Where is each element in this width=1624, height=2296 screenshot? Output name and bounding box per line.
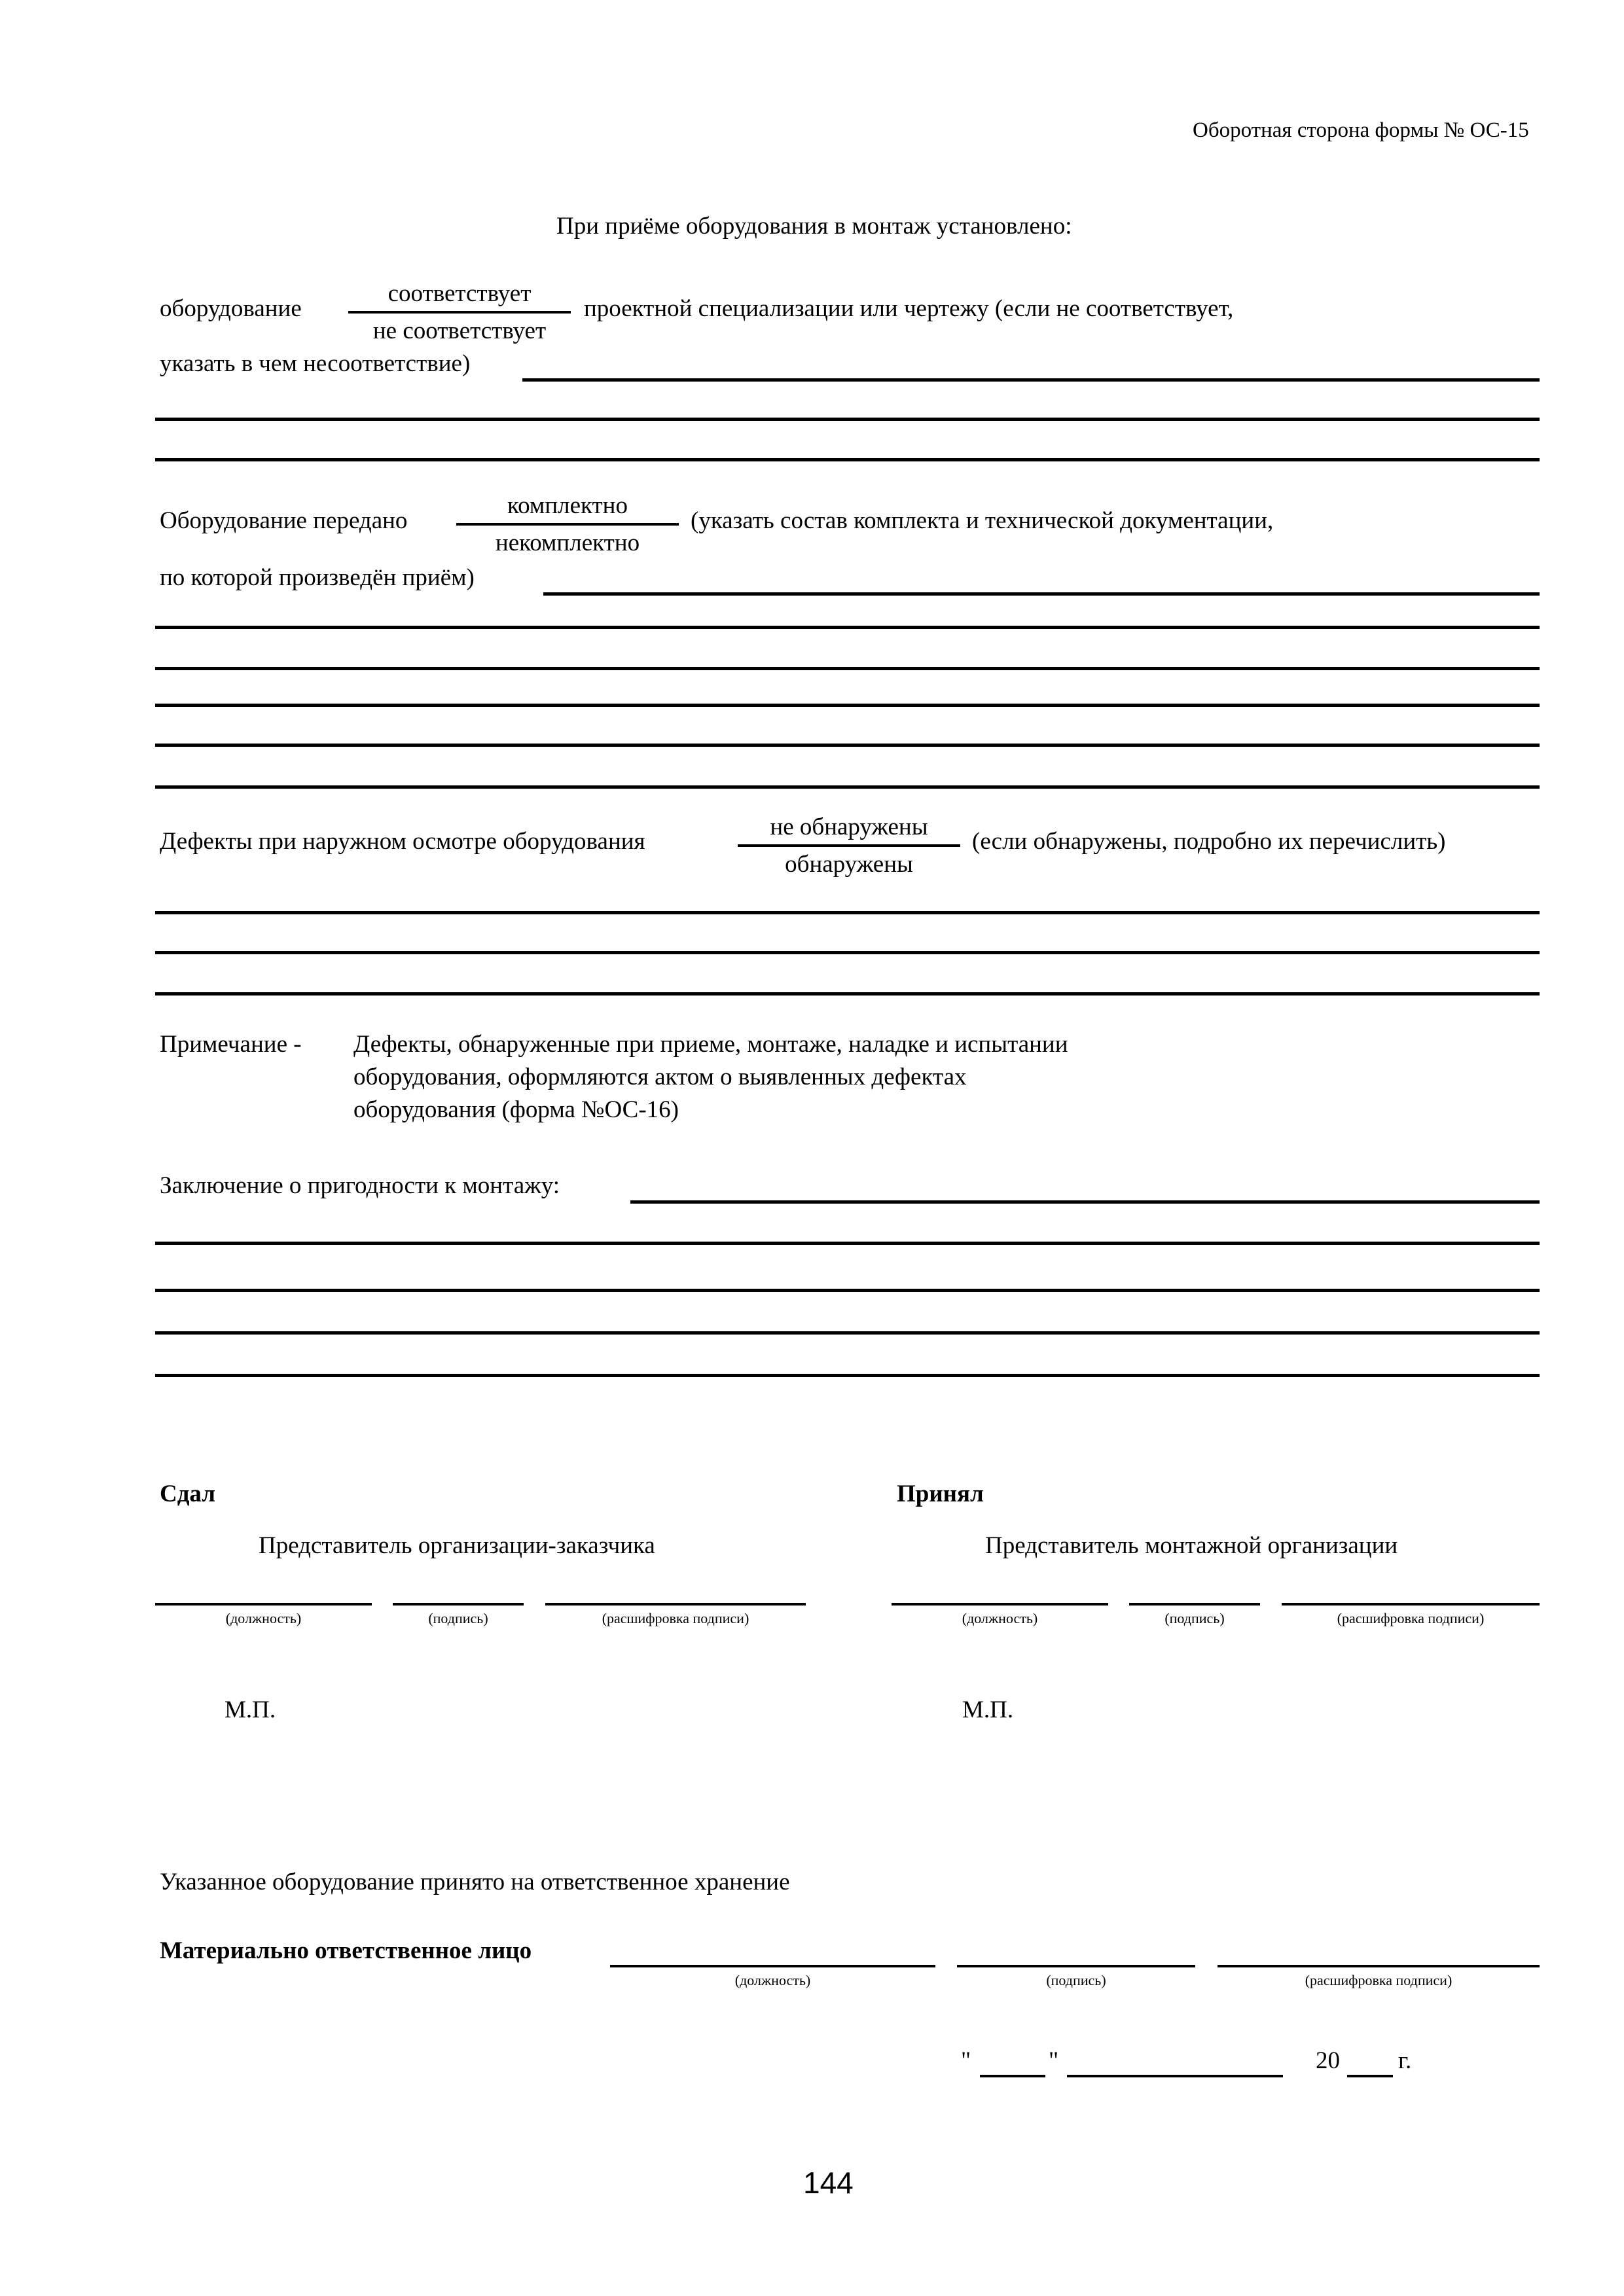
defects-field[interactable] xyxy=(155,911,1540,914)
note-line-2: оборудования, оформляются актом о выявленных дефектах xyxy=(353,1064,967,1090)
documentation-field-4[interactable] xyxy=(155,704,1540,707)
form-reference: Оборотная сторона формы № ОС-15 xyxy=(1193,118,1529,142)
noncompliance-field-2[interactable] xyxy=(155,418,1540,421)
noncompliance-field-3[interactable] xyxy=(155,458,1540,461)
documentation-field[interactable] xyxy=(543,592,1540,596)
conclusion-field-5[interactable] xyxy=(155,1374,1540,1377)
right-signature-caption: (подпись) xyxy=(1164,1610,1225,1626)
storage-name-caption: (расшифровка подписи) xyxy=(1305,1972,1453,1988)
right-name-caption: (расшифровка подписи) xyxy=(1337,1610,1485,1626)
defects-field-2[interactable] xyxy=(155,951,1540,954)
storage-position-field[interactable] xyxy=(610,1965,935,1967)
storage-position-caption: (должность) xyxy=(734,1972,811,1988)
completeness-text: (указать состав комплекта и технической документации, xyxy=(691,507,1274,534)
responsible-person-label: Материально ответственное лицо xyxy=(160,1937,532,1964)
left-signature-caption: (подпись) xyxy=(428,1610,488,1626)
installer-representative-label: Представитель монтажной организации xyxy=(985,1532,1398,1559)
documentation-field-5[interactable] xyxy=(155,744,1540,747)
left-position-caption: (должность) xyxy=(225,1610,302,1626)
compliance-choice[interactable] xyxy=(348,281,571,343)
fraction-bar xyxy=(738,844,960,847)
date-year-field[interactable] xyxy=(1347,2075,1393,2077)
note-line-1: Дефекты, обнаруженные при приеме, монтаже, наладке и испытании xyxy=(353,1031,1068,1058)
option-found[interactable]: обнаружены xyxy=(785,851,913,878)
conclusion-label: Заключение о пригодности к монтажу: xyxy=(160,1172,560,1199)
left-name-caption: (расшифровка подписи) xyxy=(602,1610,749,1626)
option-complete[interactable]: комплектно xyxy=(507,492,628,519)
fraction-bar xyxy=(456,523,679,526)
left-position-field[interactable] xyxy=(155,1603,372,1605)
conclusion-field-2[interactable] xyxy=(155,1242,1540,1245)
date-month-field[interactable] xyxy=(1067,2075,1283,2077)
defects-choice[interactable] xyxy=(738,815,960,876)
conclusion-field-3[interactable] xyxy=(155,1289,1540,1292)
date-year-suffix: г. xyxy=(1398,2047,1412,2074)
date-day-field[interactable] xyxy=(980,2075,1045,2077)
storage-signature-caption: (подпись) xyxy=(1046,1972,1106,1988)
documentation-field-2[interactable] xyxy=(155,626,1540,629)
defects-label: Дефекты при наружном осмотре оборудования xyxy=(160,828,645,855)
left-signature-field[interactable] xyxy=(393,1603,524,1605)
accepted-title: Принял xyxy=(897,1480,984,1507)
date-year-prefix: 20 xyxy=(1316,2047,1340,2074)
conclusion-field-4[interactable] xyxy=(155,1331,1540,1335)
left-name-field[interactable] xyxy=(545,1603,806,1605)
right-signature-field[interactable] xyxy=(1129,1603,1260,1605)
conclusion-field[interactable] xyxy=(630,1200,1540,1204)
handed-over-title: Сдал xyxy=(160,1480,216,1507)
noncompliance-field[interactable] xyxy=(522,378,1540,382)
option-not-found[interactable]: не обнаружены xyxy=(770,814,928,840)
documentation-label: по которой произведён приём) xyxy=(160,564,475,591)
option-complies[interactable]: соответствует xyxy=(388,280,532,307)
right-position-caption: (должность) xyxy=(962,1610,1038,1626)
customer-representative-label: Представитель организации-заказчика xyxy=(259,1532,655,1559)
right-name-field[interactable] xyxy=(1282,1603,1540,1605)
fraction-bar xyxy=(348,311,571,314)
option-incomplete[interactable]: некомплектно xyxy=(495,529,640,556)
page-number: 144 xyxy=(803,2166,854,2200)
left-stamp-place: М.П. xyxy=(225,1696,276,1723)
storage-text: Указанное оборудование принято на ответственное хранение xyxy=(160,1869,790,1895)
compliance-text: проектной специализации или чертежу (если не соответствует, xyxy=(584,295,1234,322)
right-stamp-place: М.П. xyxy=(962,1696,1014,1723)
defects-field-3[interactable] xyxy=(155,992,1540,996)
option-not-complies[interactable]: не соответствует xyxy=(372,317,547,344)
date-quote-open: " xyxy=(961,2047,971,2074)
transferred-label: Оборудование передано xyxy=(160,507,408,534)
page-title: При приёме оборудования в монтаж установлено: xyxy=(556,213,1072,240)
completeness-choice[interactable] xyxy=(456,493,679,555)
date-quote-close: " xyxy=(1049,2047,1059,2074)
documentation-field-6[interactable] xyxy=(155,785,1540,789)
storage-signature-field[interactable] xyxy=(957,1965,1195,1967)
storage-name-field[interactable] xyxy=(1218,1965,1540,1967)
note-line-3: оборудования (форма №ОС-16) xyxy=(353,1096,679,1123)
documentation-field-3[interactable] xyxy=(155,667,1540,670)
equipment-label: оборудование xyxy=(160,295,302,322)
defects-text: (если обнаружены, подробно их перечислить) xyxy=(972,828,1446,855)
right-position-field[interactable] xyxy=(892,1603,1108,1605)
note-label: Примечание - xyxy=(160,1031,302,1058)
noncompliance-label: указать в чем несоответствие) xyxy=(160,350,471,377)
